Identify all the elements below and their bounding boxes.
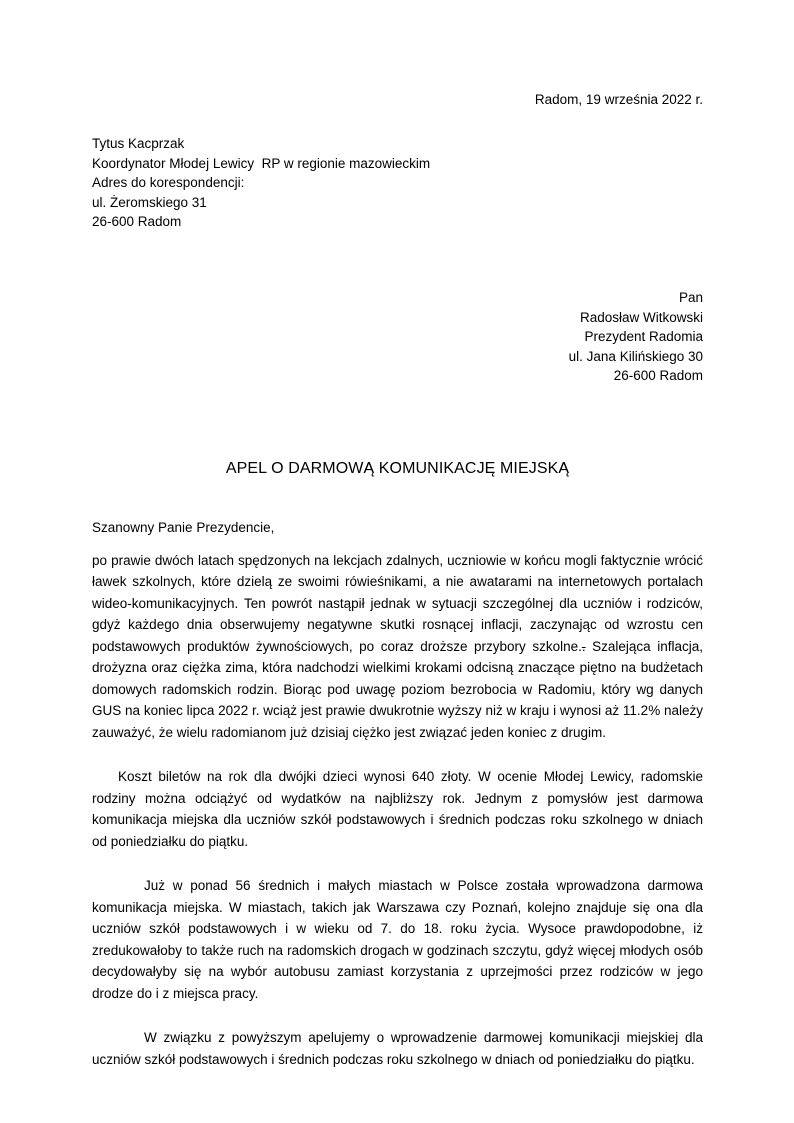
sender-line-3: Adres do korespondencji: <box>92 175 245 191</box>
paragraph-2-text: Szalejąca inflacja, drożyzna oraz ciężka zima, która nadchodzi wielkimi krokami odcisną znaczące piętno na budżetach domowych radomskich rodzin. Biorąc pod uwagę poziom bezrobocia w Radomiu, który wg danych GUS na koniec lipca 2022 r. wciąż jest prawie dwukrotnie wyższy niż w kraju i wynosi aż 11.2% należy zauważyć, że wielu radomianom już dzisiaj ciężko jest związać jeden koniec z drugim. <box>92 638 703 740</box>
paragraph-1-text: po prawie dwóch latach spędzonych na lekcjach zdalnych, uczniowie w końcu mogli faktycznie wrócić ławek szkolnych, które dzielą ze swoimi rówieśnikami, a nie awatarami na internetowych portalach wideo-komunikacyjnych. Ten powrót nastąpił jednak w sytuacji szczególnej dla uczniów i rodziców, gdyż każdego dnia obserwujemy negatywne skutki rosnącej inflacji, zaczynając od wzrostu cen podstawowych produktów żywnościowych, po coraz droższe przybory szkolne. <box>92 552 703 654</box>
salutation: Szanowny Panie Prezydencie, <box>92 519 275 535</box>
recipient-line-1: Pan <box>678 289 703 305</box>
paragraph-4: Już w ponad 56 średnich i małych miastach w Polsce została wprowadzona darmowa komunikacja miejska. W miastach, takich jak Warszawa czy Poznań, kolejno znajduje się ona dla uczniów szkół podstawowych i w wieku od 7. do 18. roku życia. Wysoce prawdopodobne, iż zredukowałoby to także ruch na radomskich drogach w godzinach szczytu, gdyż więcej młodych osób decydowałyby się na wybór autobusu zamiast korzystania z uprzejmości przez rodziców w jego drodze do i z miejsca pracy. <box>92 878 703 1001</box>
paragraph-1 <box>92 550 703 744</box>
paragraph-3: Koszt biletów na rok dla dwójki dzieci wynosi 640 złoty. W ocenie Młodej Lewicy, radomskie rodziny można odciążyć od wydatków na najbliższy rok. Jednym z pomysłów jest darmowa komunikacja miejska dla uczniów szkół podstawowych i średnich podczas roku szkolnego w dniach od poniedziałku do piątku. <box>92 769 703 849</box>
recipient-block <box>92 288 703 386</box>
sender-block <box>92 134 703 232</box>
sender-line-5: 26-600 Radom <box>92 214 182 230</box>
strikethrough-mark: . <box>581 638 586 654</box>
recipient-line-3: Prezydent Radomia <box>584 329 703 345</box>
document-content <box>92 0 703 1070</box>
sender-line-1: Tytus Kacprzak <box>92 136 185 151</box>
paragraph-5: W związku z powyższym apelujemy o wprowadzenie darmowej komunikacji miejskiej dla uczniów szkół podstawowych i średnich podczas roku szkolnego w dniach od poniedziałku do piątku. <box>92 1030 703 1067</box>
sender-line-4: ul. Żeromskiego 31 <box>92 194 207 210</box>
recipient-line-5: 26-600 Radom <box>613 368 703 384</box>
date-line: Radom, 19 września 2022 r. <box>534 92 703 107</box>
sender-line-2: Koordynator Młodej Lewicy RP w regionie mazowieckim <box>92 155 431 171</box>
recipient-line-4: ul. Jana Kilińskiego 30 <box>568 348 703 364</box>
recipient-line-2: Radosław Witkowski <box>579 309 703 325</box>
page-title: APEL O DARMOWĄ KOMUNIKACJĘ MIEJSKĄ <box>225 459 570 477</box>
